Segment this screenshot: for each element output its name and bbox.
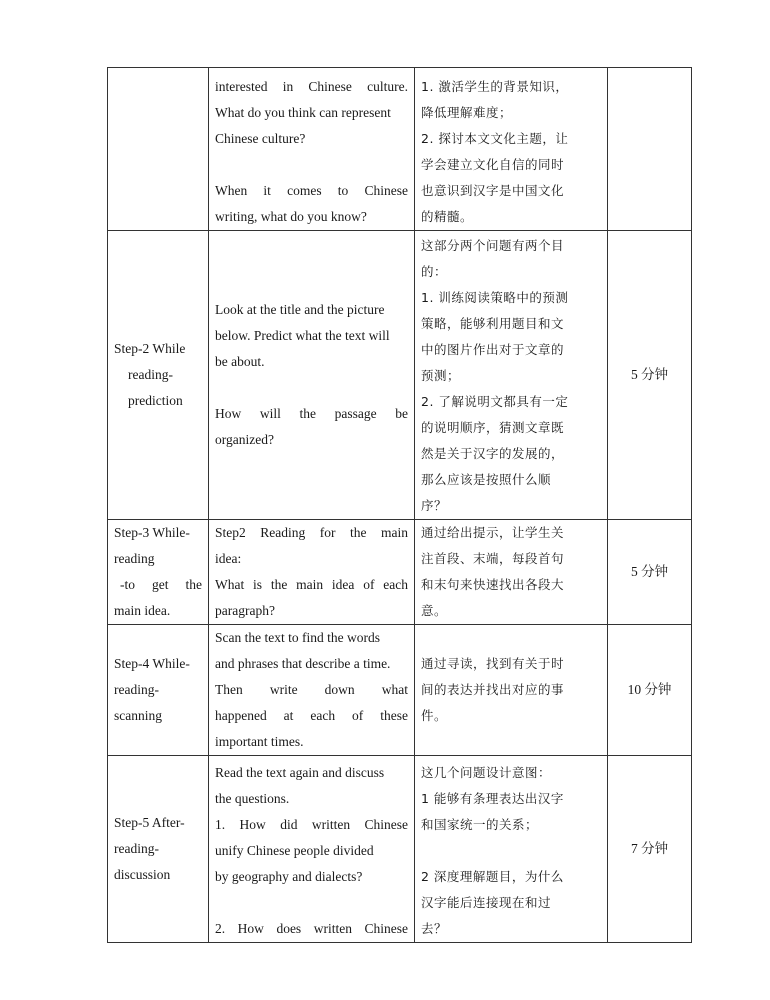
table-row bbox=[108, 68, 692, 231]
activity-gap bbox=[215, 890, 408, 916]
purpose-line: 序？ bbox=[421, 498, 448, 513]
time-cell: 5 分钟 bbox=[608, 520, 692, 625]
purpose-line: 注首段、末端，每段首句 bbox=[421, 551, 565, 566]
activity-line: Read the text again and discuss bbox=[215, 765, 385, 780]
activity-cell bbox=[209, 68, 415, 231]
step-cell bbox=[108, 520, 209, 625]
activity-line: What is the main idea of each bbox=[215, 577, 408, 592]
purpose-cell bbox=[415, 756, 608, 943]
step-line: discussion bbox=[114, 867, 171, 882]
purpose-line: 1. 激活学生的背景知识， bbox=[421, 79, 569, 94]
purpose-line: 间的表达并找出对应的事 bbox=[421, 682, 565, 697]
purpose-line: 的精髓。 bbox=[421, 209, 474, 224]
step-line: Step-3 While- bbox=[114, 525, 190, 540]
table-row bbox=[108, 756, 692, 943]
purpose-line: 件。 bbox=[421, 708, 448, 723]
step-cell bbox=[108, 68, 209, 231]
purpose-line: 中的图片作出对于文章的 bbox=[421, 342, 565, 357]
activity-line: by geography and dialects? bbox=[215, 869, 363, 884]
purpose-line: 1. 训练阅读策略中的预测 bbox=[421, 290, 569, 305]
activity-line: paragraph? bbox=[215, 603, 275, 618]
activity-line: writing, what do you know? bbox=[215, 209, 367, 224]
purpose-line: 和国家统一的关系； bbox=[421, 817, 539, 832]
step-line: reading- bbox=[114, 841, 159, 856]
step-line: -to get the bbox=[120, 577, 202, 592]
activity-line: organized? bbox=[215, 432, 274, 447]
activity-cell bbox=[209, 756, 415, 943]
purpose-line: 意。 bbox=[421, 603, 448, 618]
activity-gap bbox=[215, 152, 408, 178]
purpose-line: 学会建立文化自信的同时 bbox=[421, 157, 565, 172]
purpose-line: 策略，能够利用题目和文 bbox=[421, 316, 565, 331]
step-line: reading- bbox=[128, 367, 173, 382]
activity-line: unify Chinese people divided bbox=[215, 843, 374, 858]
purpose-line: 和末句来快速找出各段大 bbox=[421, 577, 565, 592]
purpose-line: 2. 了解说明文都具有一定 bbox=[421, 394, 569, 409]
activity-gap bbox=[215, 375, 408, 401]
activity-line: important times. bbox=[215, 734, 304, 749]
time-cell: 7 分钟 bbox=[608, 756, 692, 943]
purpose-cell bbox=[415, 520, 608, 625]
activity-line: 2. How does written Chinese bbox=[215, 921, 408, 936]
table-row bbox=[108, 231, 692, 520]
purpose-line: 汉字能后连接现在和过 bbox=[421, 895, 552, 910]
activity-line: Scan the text to find the words bbox=[215, 630, 380, 645]
step-line: scanning bbox=[114, 708, 162, 723]
activity-line: the questions. bbox=[215, 791, 290, 806]
step-line: main idea. bbox=[114, 603, 171, 618]
purpose-line: 的： bbox=[421, 264, 448, 279]
activity-line: When it comes to Chinese bbox=[215, 183, 408, 198]
purpose-line: 2 深度理解题目，为什么 bbox=[421, 869, 564, 884]
activity-line: Then write down what bbox=[215, 682, 408, 697]
activity-line: below. Predict what the text will bbox=[215, 328, 390, 343]
activity-line: idea: bbox=[215, 551, 242, 566]
purpose-line: 通过寻读，找到有关于时 bbox=[421, 656, 565, 671]
purpose-line: 然是关于汉字的发展的， bbox=[421, 446, 565, 461]
activity-line: happened at each of these bbox=[215, 708, 408, 723]
purpose-line: 去？ bbox=[421, 921, 448, 936]
activity-line: Look at the title and the picture bbox=[215, 302, 385, 317]
purpose-line: 通过给出提示，让学生关 bbox=[421, 525, 565, 540]
purpose-line: 这部分两个问题有两个目 bbox=[421, 238, 565, 253]
step-cell bbox=[108, 625, 209, 756]
purpose-line: 2. 探讨本文文化主题，让 bbox=[421, 131, 569, 146]
purpose-gap bbox=[421, 838, 601, 864]
step-line: prediction bbox=[128, 393, 183, 408]
purpose-line: 降低理解难度； bbox=[421, 105, 513, 120]
purpose-cell bbox=[415, 231, 608, 520]
activity-line: be about. bbox=[215, 354, 265, 369]
purpose-cell bbox=[415, 625, 608, 756]
purpose-line: 1 能够有条理表达出汉字 bbox=[421, 791, 564, 806]
table-row bbox=[108, 520, 692, 625]
activity-line: 1. How did written Chinese bbox=[215, 817, 408, 832]
time-cell bbox=[608, 68, 692, 231]
time-cell: 5 分钟 bbox=[608, 231, 692, 520]
activity-cell bbox=[209, 231, 415, 520]
activity-line: Step2 Reading for the main bbox=[215, 525, 408, 540]
time-cell: 10 分钟 bbox=[608, 625, 692, 756]
purpose-line: 预测； bbox=[421, 368, 461, 383]
purpose-cell bbox=[415, 68, 608, 231]
activity-line: What do you think can represent bbox=[215, 105, 391, 120]
purpose-line: 的说明顺序，猜测文章既 bbox=[421, 420, 565, 435]
step-line: reading- bbox=[114, 682, 159, 697]
table-row bbox=[108, 625, 692, 756]
step-line: reading bbox=[114, 551, 155, 566]
activity-line: and phrases that describe a time. bbox=[215, 656, 391, 671]
activity-line: How will the passage be bbox=[215, 406, 408, 421]
activity-cell bbox=[209, 625, 415, 756]
purpose-line: 那么应该是按照什么顺 bbox=[421, 472, 552, 487]
step-line: Step-2 While bbox=[114, 341, 186, 356]
activity-line: Chinese culture? bbox=[215, 131, 306, 146]
purpose-line: 这几个问题设计意图： bbox=[421, 765, 552, 780]
activity-cell bbox=[209, 520, 415, 625]
activity-line: interested in Chinese culture. bbox=[215, 79, 408, 94]
step-line: Step-5 After- bbox=[114, 815, 185, 830]
purpose-line: 也意识到汉字是中国文化 bbox=[421, 183, 565, 198]
lesson-plan-table bbox=[107, 67, 692, 943]
step-cell bbox=[108, 756, 209, 943]
step-cell bbox=[108, 231, 209, 520]
step-line: Step-4 While- bbox=[114, 656, 190, 671]
